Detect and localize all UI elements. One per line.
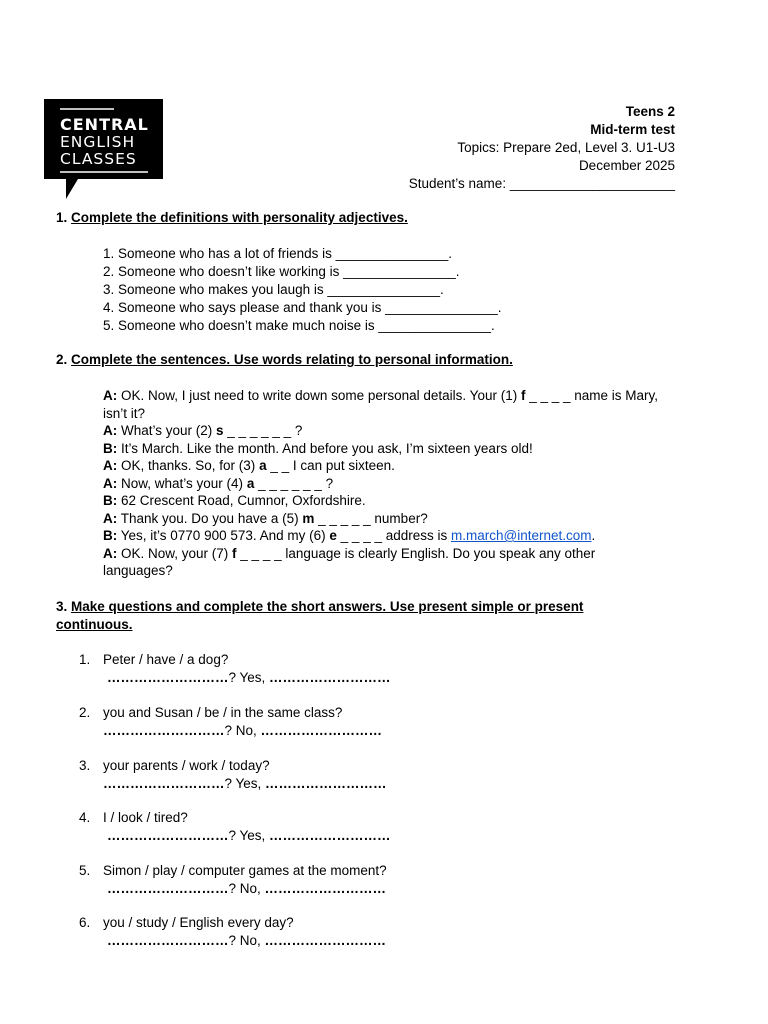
test-header-info — [409, 103, 675, 193]
section-3-number: 3. — [56, 599, 68, 614]
question-item: 4. I / look / tired? ………………………? Yes, ……………………… — [79, 810, 391, 843]
section-2-title: Complete the sentences. Use words relating to personal information. — [71, 352, 513, 367]
section-3-heading — [56, 598, 676, 634]
section-1-heading — [56, 209, 408, 227]
dialogue-line: B: Yes, it’s 0770 900 573. And my (6) e _ _ _ _ address is m.march@internet.com. — [103, 528, 596, 543]
dialogue-line: A: OK. Now, I just need to write down some personal details. Your (1) f _ _ _ _ name is Mary, isn’t it? — [103, 388, 659, 421]
question-item: 2. you and Susan / be / in the same class? ………………………? No, ……………………… — [79, 705, 383, 738]
section-1-title: Complete the definitions with personality adjectives. — [71, 210, 408, 225]
section-3-title-line-2: continuous. — [56, 617, 133, 632]
dialogue-line: A: Thank you. Do you have a (5) m _ _ _ _ _ number? — [103, 510, 428, 526]
dialogue-line: A: OK. Now, your (7) f _ _ _ _ language is clearly English. Do you speak any other languages? — [103, 545, 596, 578]
question-item: 5. Simon / play / computer games at the moment? ………………………? No, ……………………… — [79, 863, 387, 896]
question-item: 6. you / study / English every day? ………………………? No, ……………………… — [79, 915, 387, 948]
dialogue-line: B: It’s March. Like the month. And before you ask, I’m sixteen years old! — [103, 440, 533, 456]
section-2-heading — [56, 351, 513, 369]
central-english-classes-logo — [44, 99, 163, 199]
logo-line-2: ENGLISH — [60, 133, 136, 151]
section-3-title-line-1: Make questions and complete the short answers. Use present simple or present — [71, 599, 584, 614]
test-topics: Topics: Prepare 2ed, Level 3. U1-U3 — [457, 140, 675, 155]
dialogue-line: A: OK, thanks. So, for (3) a _ _ I can put sixteen. — [103, 458, 395, 473]
list-item: 2. Someone who doesn’t like working is _______________. — [103, 264, 460, 279]
section-2-number: 2. — [56, 352, 68, 367]
list-item: 5. Someone who doesn’t make much noise is _______________. — [103, 318, 495, 333]
section-1-list — [103, 245, 502, 335]
section-2-dialogue — [103, 387, 663, 580]
question-item: 3. your parents / work / today? ………………………? Yes, ……………………… — [79, 758, 387, 791]
dialogue-line: B: 62 Crescent Road, Cumnor, Oxfordshire. — [103, 493, 366, 508]
dialogue-line: A: Now, what’s your (4) a _ _ _ _ _ _ ? — [103, 475, 334, 491]
list-item: 3. Someone who makes you laugh is _______________. — [103, 282, 444, 297]
student-name-field[interactable]: Student’s name: ______________________ — [408, 176, 675, 191]
email-link[interactable]: m.march@internet.com — [451, 528, 592, 543]
section-1-number: 1. — [56, 210, 68, 225]
dialogue-line: A: What’s your (2) s _ _ _ _ _ _ ? — [103, 423, 303, 438]
list-item: 1. Someone who has a lot of friends is _______________. — [103, 246, 453, 261]
test-date: December 2025 — [578, 158, 675, 173]
logo-line-1: CENTRAL — [60, 115, 149, 134]
list-item: 4. Someone who says please and thank you is _______________. — [103, 300, 502, 315]
question-item: 1. Peter / have / a dog? ………………………? Yes, ……………………… — [79, 652, 391, 685]
logo-speech-bubble-icon — [44, 99, 163, 199]
course-level: Teens 2 — [625, 104, 675, 119]
test-type: Mid-term test — [590, 122, 675, 137]
logo-line-3: CLASSES — [60, 150, 137, 168]
